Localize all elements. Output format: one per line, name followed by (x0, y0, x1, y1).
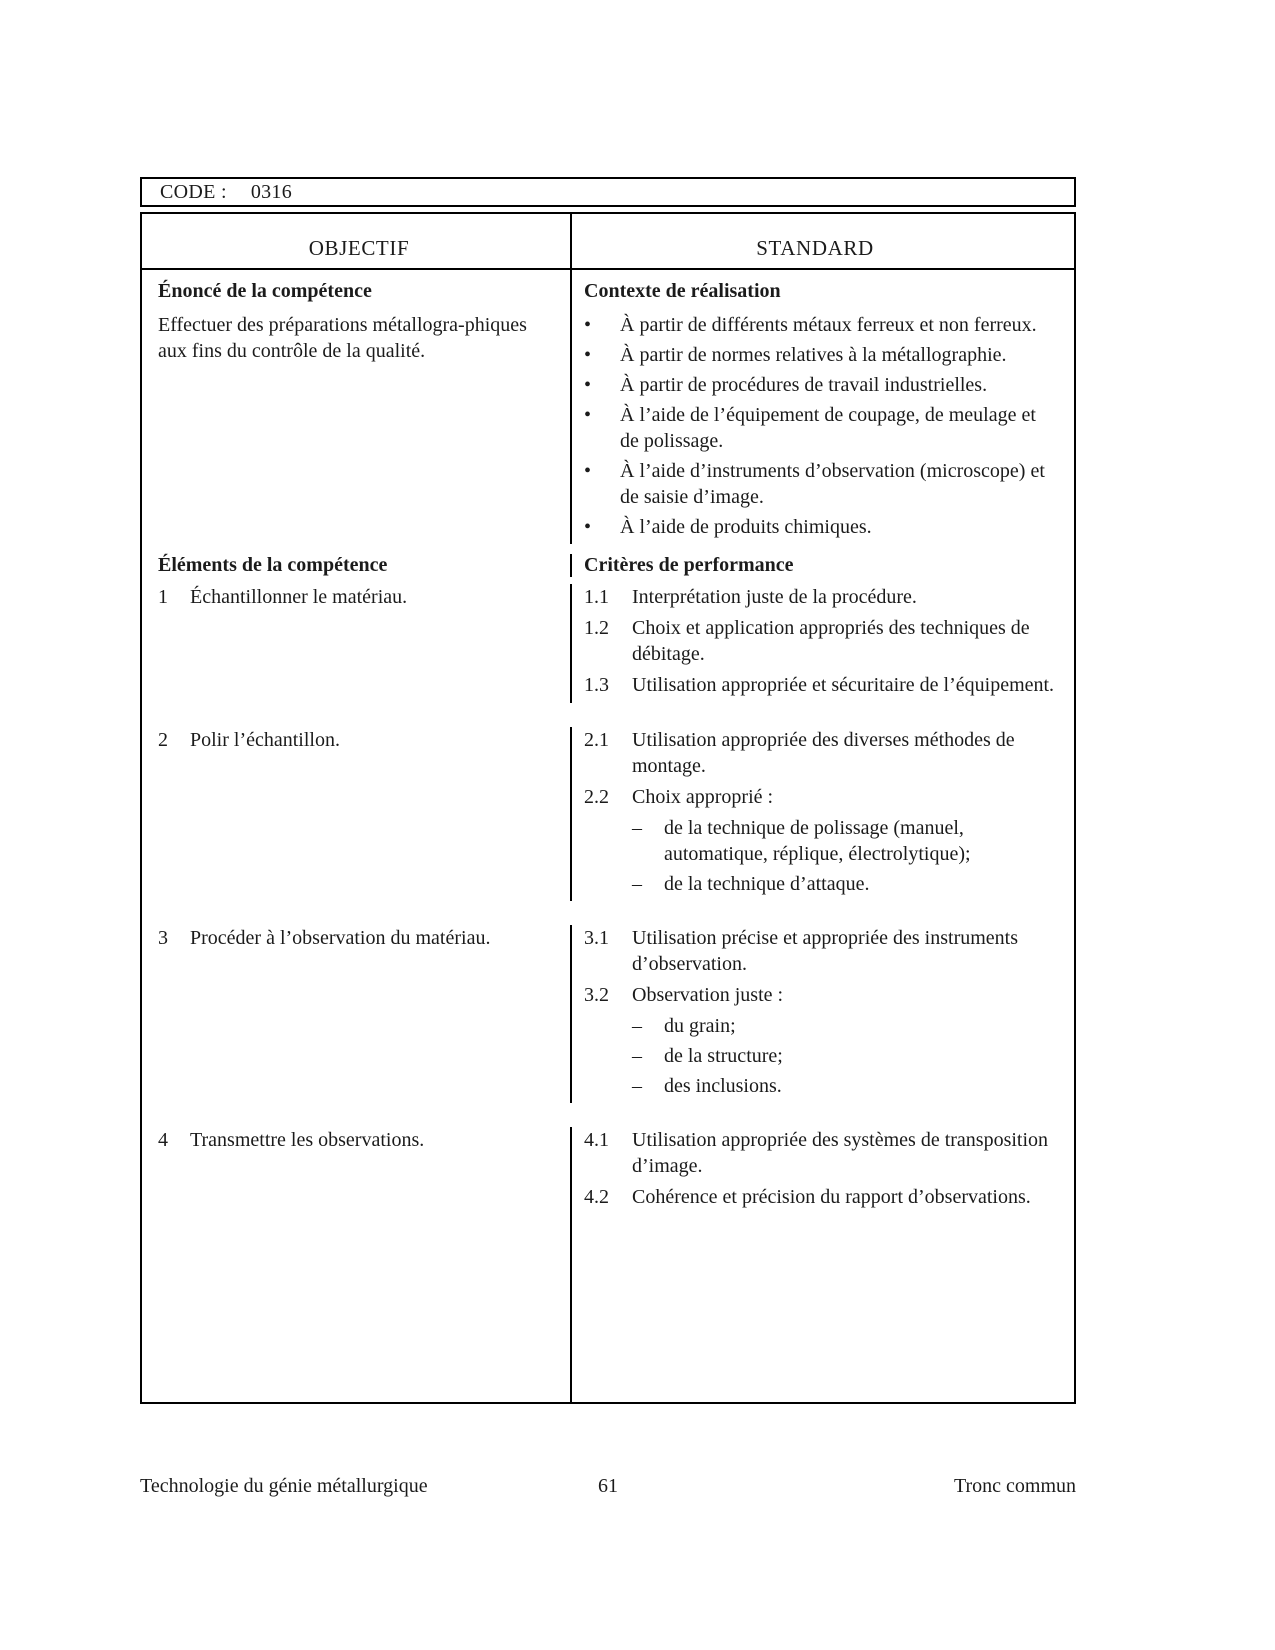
sub-criterion-item (572, 871, 1058, 897)
footer-document-title: Technologie du génie métallurgique (140, 1475, 428, 1497)
element-item (158, 584, 560, 610)
criteria-cell (572, 925, 1074, 1103)
criterion-text: Utilisation appropriée des diverses méthodes de montage. (632, 729, 1015, 777)
criterion-number: 4.2 (584, 1186, 609, 1208)
bullet-item (572, 372, 1058, 398)
sub-criterion-text: des inclusions. (664, 1075, 782, 1097)
bullet-text: À partir de procédures de travail industrielles. (620, 374, 988, 396)
standard-header: STANDARD (756, 236, 874, 260)
enonce-contexte-band (142, 270, 1074, 544)
enonce-title: Énoncé de la compétence (158, 280, 372, 302)
bullet-marker: • (584, 460, 592, 482)
footer-page-number: 61 (598, 1475, 618, 1497)
element-cell (142, 1127, 572, 1215)
criterion-number: 2.1 (584, 729, 609, 751)
criterion-text: Utilisation appropriée des systèmes de transposition d’image. (632, 1129, 1049, 1177)
element-text: Échantillonner le matériau. (190, 586, 408, 608)
criteres-title: Critères de performance (584, 554, 794, 576)
element-text: Transmettre les observations. (190, 1129, 425, 1151)
dash-marker: – (632, 817, 642, 839)
element-number: 3 (158, 927, 168, 949)
filler-right (572, 1215, 1074, 1402)
element-number: 4 (158, 1129, 168, 1151)
criterion-item (572, 727, 1058, 779)
competency-row-2 (142, 703, 1074, 901)
section-titles-band (142, 544, 1074, 577)
bullet-marker: • (584, 374, 592, 396)
footer-section-name: Tronc commun (953, 1475, 1076, 1497)
criterion-number: 1.3 (584, 674, 609, 696)
criterion-number: 3.1 (584, 927, 609, 949)
criterion-number: 2.2 (584, 786, 609, 808)
bullet-marker: • (584, 344, 592, 366)
element-number: 1 (158, 586, 168, 608)
element-item (158, 1127, 560, 1153)
criteria-cell (572, 584, 1074, 703)
bullet-text: À l’aide de produits chimiques. (620, 516, 872, 538)
criterion-number: 1.2 (584, 617, 609, 639)
element-text: Polir l’échantillon. (190, 729, 340, 751)
table-filler (142, 1215, 1074, 1402)
element-text: Procéder à l’observation du matériau. (190, 927, 491, 949)
criterion-text: Utilisation appropriée et sécuritaire de l’équipement. (632, 674, 1055, 696)
sub-criterion-text: de la technique de polissage (manuel, automatique, réplique, électrolytique); (664, 817, 971, 865)
criterion-text: Utilisation précise et appropriée des instruments d’observation. (632, 927, 1019, 975)
bullet-item (572, 514, 1058, 540)
criterion-item (572, 1127, 1058, 1179)
competency-table (140, 212, 1076, 1404)
element-item (158, 727, 560, 753)
sub-criterion-item (572, 1043, 1058, 1069)
criterion-text: Interprétation juste de la procédure. (632, 586, 917, 608)
sub-criterion-item (572, 1013, 1058, 1039)
bullet-text: À l’aide d’instruments d’observation (microscope) et de saisie d’image. (620, 460, 1045, 508)
contexte-cell (572, 270, 1074, 544)
criterion-item (572, 615, 1058, 667)
criterion-text: Choix approprié : (632, 786, 774, 808)
bullet-marker: • (584, 516, 592, 538)
criterion-text: Cohérence et précision du rapport d’observations. (632, 1186, 1031, 1208)
criterion-number: 3.2 (584, 984, 609, 1006)
criterion-item (572, 784, 1058, 810)
sub-criterion-text: du grain; (664, 1015, 736, 1037)
criterion-item (572, 1184, 1058, 1210)
elements-title-cell (142, 554, 572, 577)
code-label: CODE : (160, 180, 227, 203)
criteria-cell (572, 727, 1074, 901)
dash-marker: – (632, 1015, 642, 1037)
element-cell (142, 727, 572, 901)
document-content (140, 177, 1076, 1404)
elements-title: Éléments de la compétence (158, 554, 388, 576)
sub-criterion-item (572, 815, 1058, 867)
criterion-item (572, 925, 1058, 977)
enonce-text: Effectuer des préparations métallogra-phiques aux fins du contrôle de la qualité. (158, 314, 527, 362)
criterion-item (572, 982, 1058, 1008)
filler-left (142, 1215, 572, 1402)
bullet-text: À l’aide de l’équipement de coupage, de meulage et de polissage. (620, 404, 1036, 452)
element-number: 2 (158, 729, 168, 751)
enonce-cell (142, 270, 572, 544)
bullet-item (572, 312, 1058, 338)
bullet-item (572, 458, 1058, 510)
element-item (158, 925, 560, 951)
criteres-title-cell (572, 554, 1074, 577)
criterion-item (572, 584, 1058, 610)
criteria-cell (572, 1127, 1074, 1215)
contexte-title: Contexte de réalisation (584, 280, 781, 302)
bullet-text: À partir de différents métaux ferreux et non ferreux. (620, 314, 1037, 336)
criterion-number: 1.1 (584, 586, 609, 608)
element-cell (142, 584, 572, 703)
sub-criterion-text: de la structure; (664, 1045, 783, 1067)
code-box (140, 177, 1076, 207)
sub-criterion-item (572, 1073, 1058, 1099)
bullet-marker: • (584, 404, 592, 426)
dash-marker: – (632, 1075, 642, 1097)
dash-marker: – (632, 873, 642, 895)
competency-row-1 (142, 577, 1074, 703)
competency-row-4 (142, 1103, 1074, 1215)
competency-row-3 (142, 901, 1074, 1103)
bullet-item (572, 402, 1058, 454)
page-footer (140, 1475, 1076, 1498)
criterion-number: 4.1 (584, 1129, 609, 1151)
dash-marker: – (632, 1045, 642, 1067)
criterion-text: Observation juste : (632, 984, 784, 1006)
bullet-item (572, 342, 1058, 368)
sub-criterion-text: de la technique d’attaque. (664, 873, 870, 895)
element-cell (142, 925, 572, 1103)
code-value: 0316 (250, 180, 293, 203)
criterion-item (572, 672, 1058, 698)
bullet-text: À partir de normes relatives à la métallographie. (620, 344, 1007, 366)
criterion-text: Choix et application appropriés des techniques de débitage. (632, 617, 1030, 665)
objectif-header: OBJECTIF (142, 214, 572, 268)
bullet-marker: • (584, 314, 592, 336)
table-header-row (142, 214, 1074, 270)
